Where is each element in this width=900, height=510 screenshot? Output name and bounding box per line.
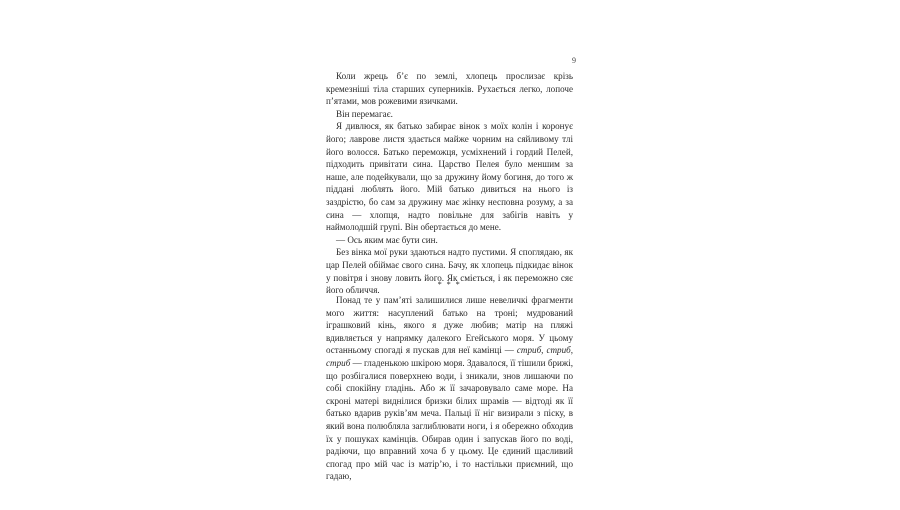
paragraph: Я дивлюся, як батько забирає вінок з моїх колін і коронує його; лаврове листя здається майже чорним на сяйливому тлі його волосся. Батько переможця, усміхнений і гордий Пелей, підходить привітати сина. Царство Пелея було меншим за наше, але подейкували, що за дружину йому богиня, до того ж піддані люблять його. Мій батько дивиться на нього із заздрістю, бо сам за дружину має жінку несповна розуму, а за сина — хлопця, надто повільне для забігів навіть у наймолодшій групі. Він обертається до мене.: [326, 121, 573, 233]
paragraph-text: — гладенькою шкірою моря. Здавалося, її тішили брижі, що розбігалися поверхнею води, і зникали, знов лишаючи по собі спокійну гладінь. Або ж її зачаровувало саме море. На скроні матері виднілися бризки білих шрамів — відтоді як її батько вдарив руків’ям меча. Пальці її ніг визирали з піску, в який вона полюбляла заглиблювати ноги, і я обережно обходив їх у пошуках камінців. Обирав один і запускав його по воді, радіючи, що вправний хоча б у цьому. Це єдиний щасливий спогад про мій час із матір’ю, і то настільки приємний, що гадаю,: [326, 357, 573, 482]
text-section-2: [326, 294, 573, 483]
book-page: [290, 0, 610, 510]
paragraph: [326, 294, 573, 483]
italic-phrase: стриб, стриб, стриб: [326, 345, 573, 368]
section-separator: * * *: [437, 280, 462, 289]
paragraph-text: Понад те у пам’яті залишилися лише невеличкі фрагменти мого життя: насуплений батько на троні; мудрований іграшковий кінь, якого я дуже любив; матір на пляжі вдивляється у напрямку далекого Егейського моря. У цьому останньому спогаді я пускав для неї камінці —: [326, 295, 573, 356]
paragraph: Він перемагає.: [336, 108, 393, 119]
page-number: 9: [572, 56, 576, 65]
text-section-1: [326, 70, 573, 297]
paragraph: Без вінка мої руки здаються надто пустими. Я споглядаю, як цар Пелей обіймає свого сина. Бачу, як хлопець підкидає вінок у повітря і знову ловить його. Як сміється, і як переможно сяє його обличчя.: [326, 247, 573, 296]
paragraph: Коли жрець б’є по землі, хлопець прослизає крізь кремезніші тіла старших суперників. Рухається легко, лопоче п’ятами, мов рожевими язичками.: [326, 71, 573, 107]
paragraph: — Ось яким має бути син.: [336, 234, 438, 245]
